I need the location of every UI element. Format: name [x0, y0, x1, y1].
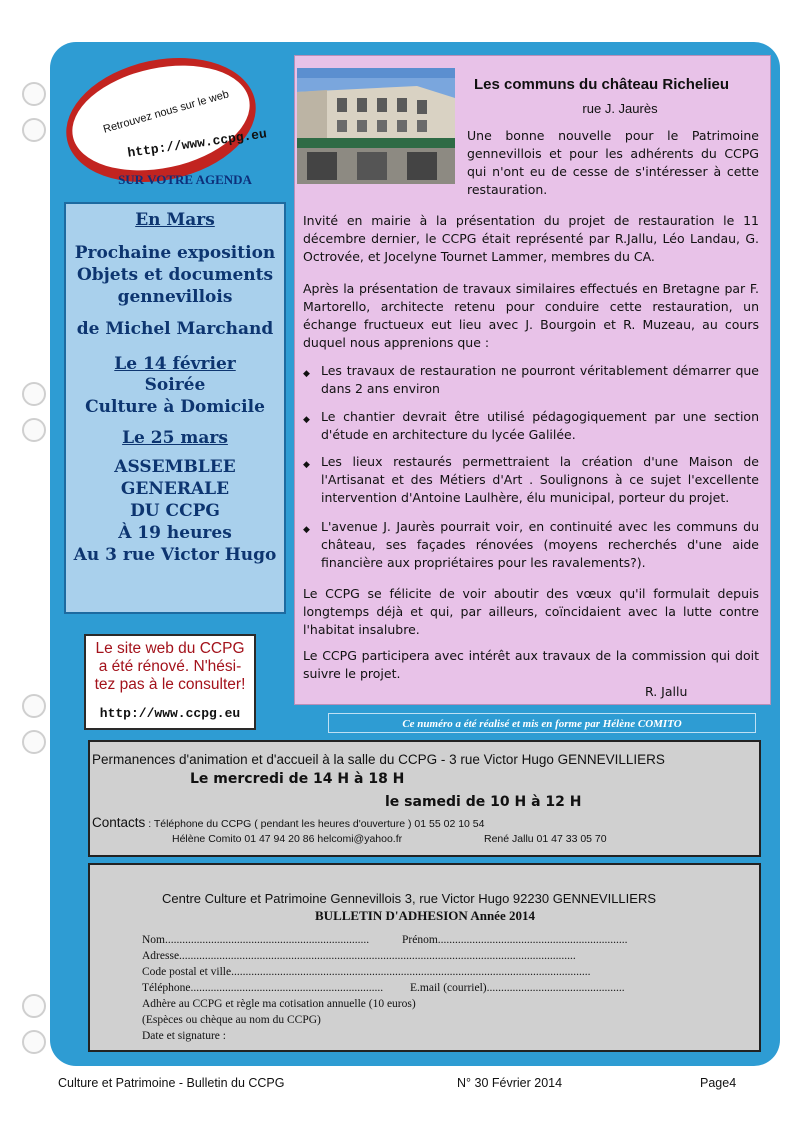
agenda-event-line: À 19 heures — [118, 523, 232, 543]
binder-hole — [22, 694, 46, 718]
bullet-icon: ◆ — [303, 459, 310, 469]
article-paragraph: Invité en mairie à la présentation du projet de restauration le 11 décembre dernier, le CCPG était représenté par R.Jallu, Léo Landau, G. Octrovée, et Jocelyne Tournet Lammer, membres du CA. — [303, 213, 759, 264]
form-payment-text: (Espèces ou chèque au nom du CCPG) — [142, 1014, 321, 1026]
agenda-month: En Mars — [135, 210, 215, 230]
agenda-expo-line: gennevillois — [117, 287, 233, 307]
permanences-wednesday: Le mercredi de 14 H à 18 H — [190, 771, 405, 787]
binder-hole — [22, 730, 46, 754]
website-message-line: tez pas à le consulter! — [94, 676, 246, 693]
binder-hole — [22, 118, 46, 142]
article-bullet: L'avenue J. Jaurès pourrait voir, en continuité avec les communs du château, ses façades rénovées (moyens recherchés d'une aide financière aux propriétaires pour les ravalements?). — [321, 519, 759, 570]
form-field-nom[interactable]: Nom....................................................................... — [142, 934, 370, 946]
agenda-date-mar: Le 25 mars — [122, 428, 228, 448]
binder-hole — [22, 382, 46, 406]
agenda-date-feb: Le 14 février — [114, 354, 236, 374]
credit-line: Ce numéro a été réalisé et mis en forme par Hélène COMITO — [328, 713, 756, 733]
form-organization: Centre Culture et Patrimoine Gennevillois 3, rue Victor Hugo 92230 GENNEVILLIERS — [162, 891, 657, 906]
article-bullet: Les travaux de restauration ne pourront véritablement démarrer que dans 2 ans environ — [321, 363, 759, 396]
form-field-email[interactable]: E.mail (courriel)................................................ — [410, 982, 625, 994]
article-intro: Une bonne nouvelle pour le Patrimoine gennevillois et pour les adhérents du CCPG qui n'ont eu de cesse de s'intéresser à cette restauration. — [467, 128, 759, 197]
form-field-postal-code[interactable]: Code postal et ville............................................................................................................................. — [142, 966, 591, 978]
footer-publication: Culture et Patrimoine - Bulletin du CCPG — [58, 1076, 285, 1090]
bullet-icon: ◆ — [303, 368, 310, 378]
article-paragraph: Le CCPG se félicite de voir aboutir des vœux qu'il formulait depuis longtemps déjà et qui, par ailleurs, coïncidaient avec la lutte contre l'habitat insalubre. — [303, 586, 759, 637]
article-bullet: Le chantier devrait être utilisé pédagogiquement par une section d'étude en architecture du lycée Galilée. — [321, 409, 759, 442]
binder-hole — [22, 994, 46, 1018]
form-field-prenom[interactable]: Prénom.................................................................. — [402, 934, 628, 946]
agenda-expo-line: Objets et documents — [76, 265, 274, 285]
permanences-saturday: le samedi de 10 H à 12 H — [385, 794, 582, 810]
article-paragraph: Le CCPG participera avec intérêt aux travaux de la commission qui doit suivre le projet. — [303, 648, 759, 681]
agenda-expo-line: Prochaine exposition — [74, 243, 276, 263]
article-bullet: Les lieux restaurés permettraient la création d'une Maison de l'Artisanat et des Métiers d'Art . Soulignons à ce sujet l'excellente intervention d'Antoine Laulhère, élu municipal, porteur du projet. — [321, 454, 759, 505]
agenda-event-line: GENERALE — [120, 479, 230, 499]
permanences-title: Permanences d'animation et d'accueil à la salle du CCPG - 3 rue Victor Hugo GENNEVILLIERS — [92, 752, 665, 767]
binder-hole — [22, 82, 46, 106]
contact-rene: René Jallu 01 47 33 05 70 — [484, 833, 607, 845]
contacts-phone: : Téléphone du CCPG ( pendant les heures d'ouverture ) 01 55 02 10 54 — [145, 818, 485, 830]
website-message-line: Le site web du CCPG — [95, 640, 245, 657]
website-message — [86, 640, 254, 694]
form-adhere-text: Adhère au CCPG et règle ma cotisation annuelle (10 euros) — [142, 998, 416, 1010]
form-field-telephone[interactable]: Téléphone................................................................... — [142, 982, 384, 994]
binder-hole — [22, 418, 46, 442]
form-date-signature[interactable]: Date et signature : — [142, 1030, 226, 1042]
binder-hole — [22, 1030, 46, 1054]
contacts-label: Contacts — [92, 815, 146, 830]
permanences-contacts — [92, 814, 484, 832]
form-title: BULLETIN D'ADHESION Année 2014 — [315, 908, 535, 923]
article-signature: R. Jallu — [645, 684, 688, 699]
bullet-icon: ◆ — [303, 524, 310, 534]
contact-helene: Hélène Comito 01 47 94 20 86 helcomi@yahoo.fr — [172, 833, 403, 845]
article-subtitle: rue J. Jaurès — [582, 101, 658, 116]
web-badge[interactable] — [65, 60, 268, 180]
building-photo — [297, 68, 455, 184]
bullet-icon: ◆ — [303, 414, 310, 424]
agenda-box — [64, 202, 286, 614]
website-notice — [84, 634, 256, 730]
website-url-link[interactable]: http://www.ccpg.eu — [99, 706, 241, 721]
agenda-event-line: Soirée — [144, 375, 206, 395]
agenda-label: SUR VOTRE AGENDA — [118, 172, 252, 187]
footer-page-number: Page4 — [700, 1076, 737, 1090]
agenda-expo-author: de Michel Marchand — [76, 319, 274, 339]
agenda-event-line: DU CCPG — [130, 501, 220, 521]
agenda-event-line: ASSEMBLEE — [114, 457, 236, 477]
article-title: Les communs du château Richelieu — [474, 76, 730, 93]
footer-issue: N° 30 Février 2014 — [457, 1076, 563, 1090]
badge-url[interactable]: http://www.ccpg.eu — [126, 126, 268, 161]
form-field-adresse[interactable]: Adresse.......................................................................................................................................... — [142, 950, 576, 962]
website-message-line: a été rénové. N'hési- — [98, 658, 242, 675]
badge-text: Retrouvez nous sur le web — [101, 88, 231, 136]
agenda-event-line: Au 3 rue Victor Hugo — [73, 545, 277, 565]
article-paragraph: Après la présentation de travaux similaires effectués en Bretagne par F. Martorello, architecte retenu pour conduire cette restauration, un échange fructueux eut lieu avec J. Bourgoin et R. Muzeau, au cours duquel nous apprenions que : — [303, 281, 759, 350]
agenda-event-line: Culture à Domicile — [85, 397, 265, 417]
